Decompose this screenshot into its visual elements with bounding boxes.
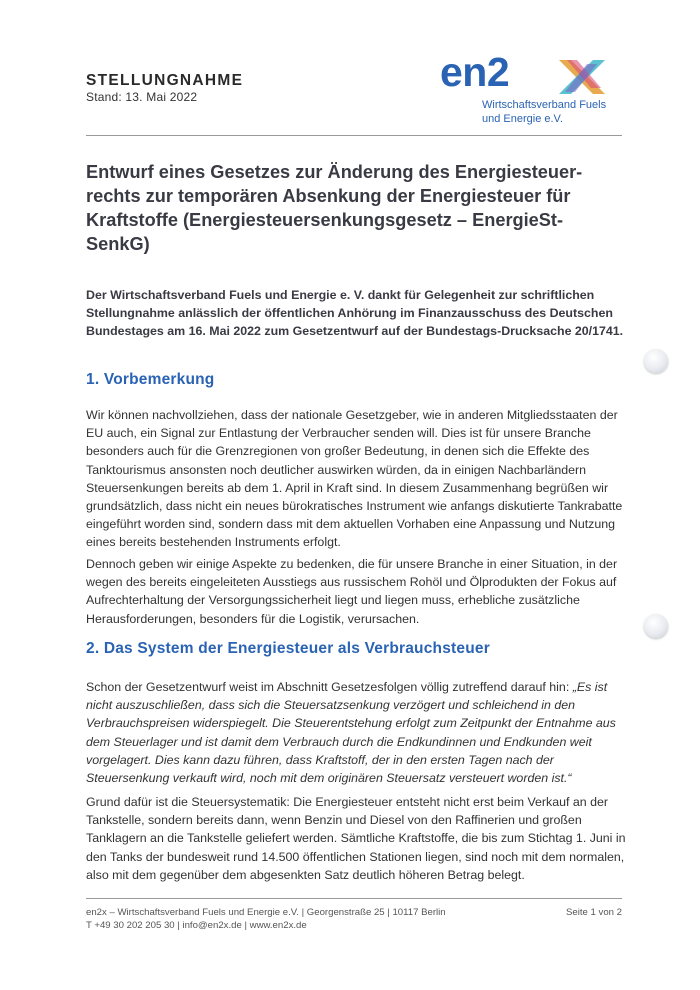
intro-paragraph: Der Wirtschaftsverband Fuels und Energie e. V. dankt für Gelegenheit zur schriftlichen Stellungnahme anlässlich der öffentlichen Anhörung im Finanzausschuss des Deutschen Bundestages am 16. Mai 2022 zum Gesetzentwurf auf der Bundestags-Drucksache 20/1741.	[86, 288, 624, 338]
punch-hole-middle	[644, 614, 668, 638]
logo-tagline-line-2: und Energie e.V.	[482, 113, 563, 125]
logo-tagline	[482, 98, 606, 126]
section-1-paragraph-2: Dennoch geben wir einige Aspekte zu bedenken, die für unsere Branche in einer Situation, in der wegen des bereits eingeleiteten Ausstiegs aus russischem Rohöl und Ölprodukten der Fokus auf Aufrechterhaltung der Versorgungssicherheit liegt und liegen muss, erhebliche zusätzliche Herausforderungen, besonders für die Logistik, verursachen.	[86, 557, 618, 626]
logo-tagline-line-1: Wirtschaftsverband Fuels	[482, 99, 607, 111]
footer-divider	[86, 898, 622, 899]
logo-wordmark: en2	[440, 49, 510, 95]
document-type: STELLUNGNAHME	[86, 72, 244, 89]
section-2-heading: 2. Das System der Energiesteuer als Verbrauchsteuer	[86, 640, 490, 657]
en2x-logo	[440, 49, 620, 130]
footer-address: en2x – Wirtschaftsverband Fuels und Energie e.V. | Georgenstraße 25 | 10117 Berlin	[86, 907, 446, 918]
section-2-quote: „Es ist nicht auszuschließen, dass sich die Steuersatzsenkung verzögert und schleichend in den Verbrauchspreisen widerspiegelt. Die Steuerentstehung erfolgt zum Zeitpunkt der Entnahme aus dem Steuerlager und ist damit dem Verbrauch durch die Endkundinnen und Endkunden weit vorgelagert. Dies kann dazu führen, dass Kraftstoff, der in den ersten Tagen nach der Steuersenkung verkauft wird, noch mit dem originären Steuersatz versteuert worden ist.“	[86, 680, 616, 786]
section-2-paragraph-1-lead: Schon der Gesetzentwurf weist im Abschnitt Gesetzesfolgen völlig zutreffend darauf hin:	[86, 680, 573, 694]
document-title: Entwurf eines Gesetzes zur Änderung des Energiesteuer-rechts zur temporären Absenkung der Energiesteuer für Kraftstoffe (Energiesteuersenkungsgesetz – EnergieSt-SenkG)	[86, 162, 583, 254]
logo-x-mark-icon	[557, 58, 607, 96]
section-2-paragraph-1	[86, 678, 626, 787]
section-1-heading: 1. Vorbemerkung	[86, 371, 215, 388]
document-date: Stand: 13. Mai 2022	[86, 90, 198, 104]
page-number: Seite 1 von 2	[566, 907, 623, 918]
footer-contact: T +49 30 202 205 30 | info@en2x.de | www.en2x.de	[86, 920, 307, 931]
header-divider	[86, 135, 622, 136]
section-1-paragraph-1: Wir können nachvollziehen, dass der nationale Gesetzgeber, wie in anderen Mitgliedsstaaten der EU auch, ein Signal zur Entlastung der Verbraucher senden will. Dies ist für unsere Branche besonders auch für die Grenzregionen von großer Bedeutung, in denen sich die Effekte des Tanktourismus ansonsten noch deutlicher auswirken würden, da in einigen Nachbarländern Steuersenkungen bereits ab dem 1. April in Kraft sind. In diesem Zusammenhang begrüßen wir grundsätzlich, dass nicht ein neues bürokratisches Instrument wie anfangs diskutierte Tankrabatte eingeführt worden sind, sondern dass mit dem aktuellen Vorhaben eine Anpassung und Nutzung eines bereits bestehenden Instruments erfolgt.	[86, 408, 623, 550]
section-2-paragraph-2: Grund dafür ist die Steuersystematik: Die Energiesteuer entsteht nicht erst beim Verkauf an der Tankstelle, sondern bereits dann, wenn Benzin und Diesel von den Raffinerien und großen Tanklagern an die Tankstelle geliefert werden. Sämtliche Kraftstoffe, die bis zum Stichtag 1. Juni in den Tanks der bundesweit rund 14.500 öffentlichen Stationen liegen, sind noch mit dem normalen, also mit dem gegenüber dem abgesenkten Satz deutlich höheren Betrag belegt.	[86, 795, 626, 882]
punch-hole-top	[644, 349, 668, 373]
